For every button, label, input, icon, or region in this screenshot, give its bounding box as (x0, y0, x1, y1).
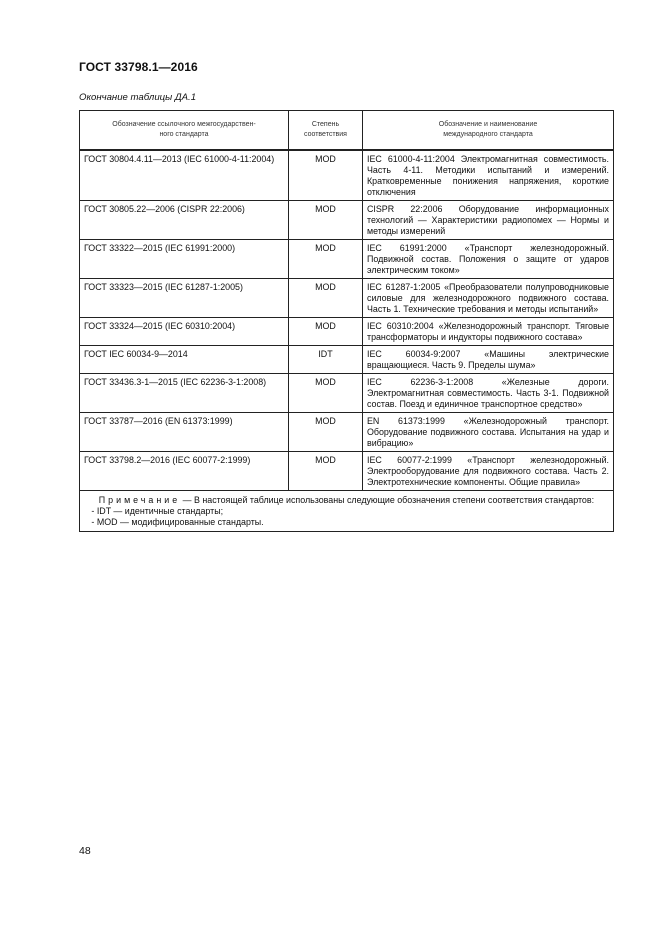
degree-cell: MOD (289, 373, 363, 412)
table-caption: Окончание таблицы ДА.1 (79, 92, 197, 103)
degree-cell: IDT (289, 345, 363, 373)
note-text: — В настоящей таблице использованы следующие обозначения степени соответствия стандартов: (180, 494, 595, 505)
international-standard-cell: IEC 62236-3-1:2008 «Железные дороги. Электромагнитная совместимость. Часть 3-1. Подвижной состав. Поезд и единичное транспортное средство» (363, 373, 614, 412)
document-title: ГОСТ 33798.1—2016 (79, 60, 198, 74)
table-row (80, 150, 614, 201)
degree-cell: MOD (289, 278, 363, 317)
table-row (80, 373, 614, 412)
page-number: 48 (79, 845, 91, 857)
column-header-reference-standard: Обозначение ссылочного межгосударствен- ного стандарта (80, 111, 289, 150)
degree-cell: MOD (289, 150, 363, 201)
degree-cell: MOD (289, 451, 363, 490)
reference-standard-cell: ГОСТ 30805.22—2006 (CISPR 22:2006) (80, 200, 289, 239)
reference-standard-cell: ГОСТ 33436.3-1—2015 (IEC 62236-3-1:2008) (80, 373, 289, 412)
table-note-row (80, 490, 614, 531)
table-row (80, 200, 614, 239)
international-standard-cell: IEC 60077-2:1999 «Транспорт железнодорожный. Электрооборудование для подвижного состава. Часть 2. Электротехнические компоненты. Общие правила» (363, 451, 614, 490)
degree-cell: MOD (289, 412, 363, 451)
column-header-degree: Степень соответствия (289, 111, 363, 150)
degree-cell: MOD (289, 200, 363, 239)
standards-table (79, 110, 614, 532)
table-row (80, 345, 614, 373)
note-label: Примечание (98, 494, 181, 505)
international-standard-cell: IEC 61991:2000 «Транспорт железнодорожный. Подвижной состав. Положения о защите от ударов электрическим током» (363, 239, 614, 278)
reference-standard-cell: ГОСТ IEC 60034-9—2014 (80, 345, 289, 373)
note-item-mod: - MOD — модифицированные стандарты. (91, 516, 264, 527)
international-standard-cell: EN 61373:1999 «Железнодорожный транспорт. Оборудование подвижного состава. Испытания на удар и вибрацию» (363, 412, 614, 451)
reference-standard-cell: ГОСТ 33322—2015 (IEC 61991:2000) (80, 239, 289, 278)
international-standard-cell: IEC 61000-4-11:2004 Электромагнитная совместимость. Часть 4-11. Методики испытаний и измерений. Кратковременные понижения напряжения, короткие отключения (363, 150, 614, 201)
reference-standard-cell: ГОСТ 33324—2015 (IEC 60310:2004) (80, 317, 289, 345)
reference-standard-cell: ГОСТ 30804.4.11—2013 (IEC 61000-4-11:2004) (80, 150, 289, 201)
column-header-international-standard: Обозначение и наименование международного стандарта (363, 111, 614, 150)
note-item-idt: - IDT — идентичные стандарты; (91, 505, 224, 516)
international-standard-cell: IEC 60310:2004 «Железнодорожный транспорт. Тяговые трансформаторы и индукторы подвижного состава» (363, 317, 614, 345)
table-row (80, 412, 614, 451)
international-standard-cell: CISPR 22:2006 Оборудование информационных технологий — Характеристики радиопомех — Нормы и методы измерений (363, 200, 614, 239)
degree-cell: MOD (289, 239, 363, 278)
table-row (80, 451, 614, 490)
table-row (80, 239, 614, 278)
reference-standard-cell: ГОСТ 33798.2—2016 (IEC 60077-2:1999) (80, 451, 289, 490)
international-standard-cell: IEC 61287-1:2005 «Преобразователи полупроводниковые силовые для железнодорожного подвижного состава. Часть 1. Технические требования и методы испытаний» (363, 278, 614, 317)
reference-standard-cell: ГОСТ 33323—2015 (IEC 61287-1:2005) (80, 278, 289, 317)
degree-cell: MOD (289, 317, 363, 345)
reference-standard-cell: ГОСТ 33787—2016 (EN 61373:1999) (80, 412, 289, 451)
table-row (80, 278, 614, 317)
international-standard-cell: IEC 60034-9:2007 «Машины электрические вращающиеся. Часть 9. Пределы шума» (363, 345, 614, 373)
table-row (80, 317, 614, 345)
table-header-row (80, 111, 614, 150)
table-note (80, 490, 614, 531)
